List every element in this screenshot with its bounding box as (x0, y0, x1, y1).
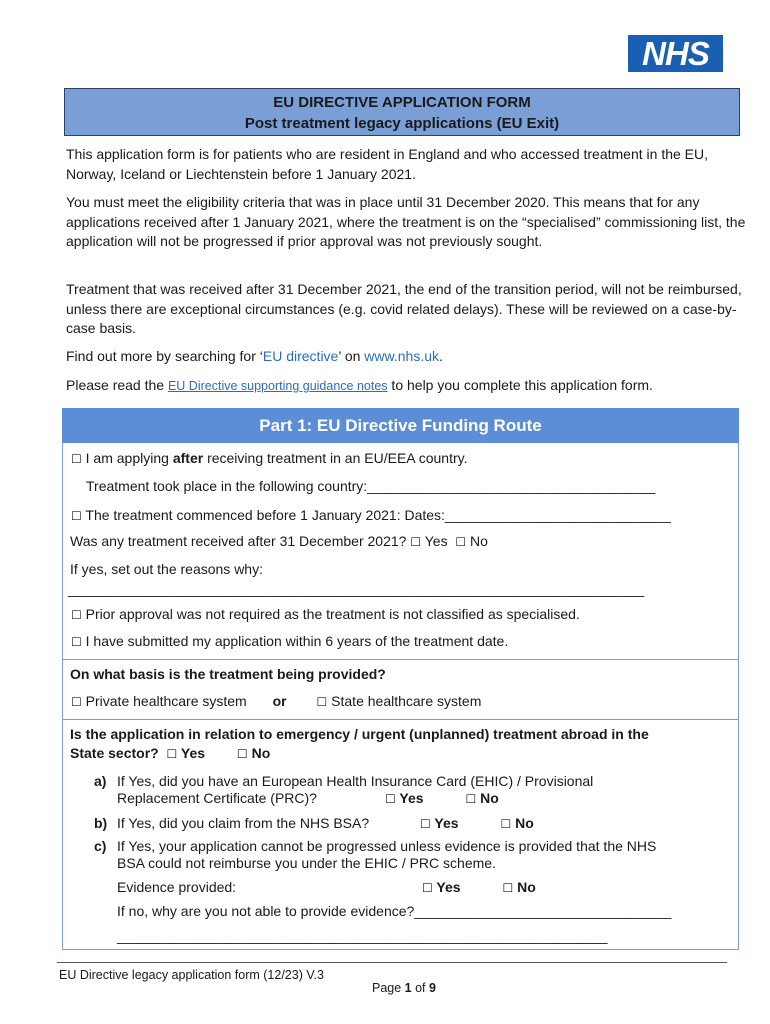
find-out-text: Find out more by searching for ‘ (66, 348, 263, 364)
emergency-yes-label: Yes (177, 745, 206, 761)
state-label: State healthcare system (327, 693, 482, 709)
ehic-no-label: No (476, 790, 499, 806)
why-not-field[interactable]: If no, why are you not able to provide evidence?_________________________________ (117, 903, 672, 919)
item-b-text: If Yes, did you claim from the NHS BSA? (117, 815, 370, 831)
q1-text-a: I am applying (81, 450, 173, 466)
item-b-options (420, 814, 534, 833)
evidence-no-checkbox[interactable]: ☐ (502, 881, 514, 895)
evidence-yes-checkbox[interactable]: ☐ (422, 881, 433, 895)
state-sector-text: State sector? (70, 745, 159, 761)
q-six-years (71, 632, 508, 651)
q-commenced (71, 506, 671, 525)
state-checkbox[interactable]: ☐ (316, 695, 328, 709)
after-2021-yes-checkbox[interactable]: ☐ (410, 535, 422, 549)
on-text: ’ on (338, 348, 365, 364)
q-prior-approval (71, 605, 580, 624)
intro-paragraph-4 (66, 347, 746, 367)
section-divider-2 (62, 719, 739, 720)
commenced-text: The treatment commenced before 1 January 2021: Dates:_____________________________ (81, 507, 671, 523)
country-field[interactable]: Treatment took place in the following country:_____________________________________ (86, 478, 656, 494)
reasons-label: If yes, set out the reasons why: (70, 561, 263, 577)
basis-options (71, 692, 481, 711)
private-checkbox[interactable]: ☐ (71, 695, 82, 709)
ehic-no-checkbox[interactable]: ☐ (465, 792, 477, 806)
basis-question: On what basis is the treatment being provided? (70, 666, 386, 682)
page-number (372, 979, 436, 997)
claim-no-checkbox[interactable]: ☐ (500, 817, 512, 831)
after-2021-no-label: No (466, 533, 488, 549)
six-years-checkbox[interactable]: ☐ (71, 635, 82, 649)
after-2021-no-checkbox[interactable]: ☐ (455, 535, 467, 549)
emergency-yes-checkbox[interactable]: ☐ (166, 747, 178, 761)
page-label: Page (372, 981, 405, 995)
please-read-text: Please read the (66, 377, 168, 393)
reasons-field[interactable]: __________________________________________________________________________ (68, 581, 645, 597)
form-title-box (64, 88, 740, 136)
intro-paragraph-3: Treatment that was received after 31 December 2021, the end of the transition period, will not be reimbursed, unless there are exceptional circumstances (e.g. covid related delays). These will be reviewed on a case-by-case basis. (66, 281, 742, 336)
after-2021-yes-label: Yes (421, 533, 448, 549)
emergency-no-checkbox[interactable]: ☐ (236, 747, 248, 761)
footer-divider (57, 962, 727, 963)
item-a-text-line2: Replacement Certificate (PRC)? (117, 790, 317, 806)
after-2021-text: Was any treatment received after 31 December 2021? (70, 533, 407, 549)
item-c-label: c) (94, 838, 107, 854)
or-label: or (272, 693, 287, 709)
prior-approval-checkbox[interactable]: ☐ (71, 608, 82, 622)
q1-text-bold: after (172, 450, 204, 466)
q-applying-after (71, 449, 468, 468)
evidence-yes-label: Yes (432, 879, 461, 895)
evidence-options (422, 878, 536, 897)
emergency-question-line2 (70, 744, 270, 763)
item-a-label: a) (94, 773, 107, 789)
ehic-yes-label: Yes (395, 790, 424, 806)
q-after-2021 (70, 532, 488, 551)
commenced-checkbox[interactable]: ☐ (71, 509, 82, 523)
claim-yes-label: Yes (430, 815, 459, 831)
item-b-label: b) (94, 815, 108, 831)
ehic-yes-checkbox[interactable]: ☐ (385, 792, 396, 806)
item-c-text-line1: If Yes, your application cannot be progressed unless evidence is provided that the NHS (117, 838, 657, 854)
guidance-notes-link[interactable]: EU Directive supporting guidance notes (167, 379, 388, 393)
intro-paragraph-1: This application form is for patients who are resident in England and who accessed treatment in the EU, Norway, Iceland or Liechtenstein before 1 January 2021. (66, 146, 709, 182)
form-subtitle: Post treatment legacy applications (EU Exit) (244, 115, 560, 132)
page-total: 9 (429, 981, 436, 995)
form-title: EU DIRECTIVE APPLICATION FORM (273, 94, 531, 111)
q1-text-b: receiving treatment in an EU/EEA country. (203, 450, 468, 466)
claim-no-label: No (511, 815, 534, 831)
emergency-question-line1: Is the application in relation to emergency / urgent (unplanned) treatment abroad in the (70, 726, 649, 742)
item-a-text-line1: If Yes, did you have an European Health Insurance Card (EHIC) / Provisional (117, 773, 594, 789)
evidence-no-label: No (513, 879, 536, 895)
emergency-no-label: No (247, 745, 271, 761)
claim-yes-checkbox[interactable]: ☐ (420, 817, 431, 831)
nhs-website-link[interactable]: www.nhs.uk (364, 348, 439, 364)
eu-directive-term: EU directive (262, 348, 339, 364)
intro-paragraph-2: You must meet the eligibility criteria that was in place until 31 December 2020. This means that for any applications received after 1 January 2021, where the treatment is on the “specialised” commissioning list, the application will not be progressed if prior approval was not previously sought. (66, 194, 746, 249)
six-years-text: I have submitted my application within 6 years of the treatment date. (81, 633, 509, 649)
page-current: 1 (404, 981, 412, 995)
section-divider-1 (62, 659, 739, 660)
applying-after-checkbox[interactable]: ☐ (71, 452, 82, 466)
prior-approval-text: Prior approval was not required as the treatment is not classified as specialised. (81, 606, 580, 622)
guidance-suffix-text: to help you complete this application form. (387, 377, 653, 393)
private-label: Private healthcare system (81, 693, 247, 709)
evidence-label: Evidence provided: (117, 879, 237, 895)
why-not-line[interactable]: _______________________________________________________________ (117, 928, 608, 944)
intro-paragraph-5 (66, 376, 746, 397)
form-reference: EU Directive legacy application form (12/23) V.3 (59, 968, 324, 982)
item-a-options (385, 789, 499, 808)
part1-header: Part 1: EU Directive Funding Route (62, 408, 739, 443)
period-text: . (439, 348, 443, 364)
item-c-text-line2: BSA could not reimburse you under the EHIC / PRC scheme. (117, 855, 496, 871)
page-of: of (411, 981, 429, 995)
nhs-logo: NHS (628, 35, 723, 72)
